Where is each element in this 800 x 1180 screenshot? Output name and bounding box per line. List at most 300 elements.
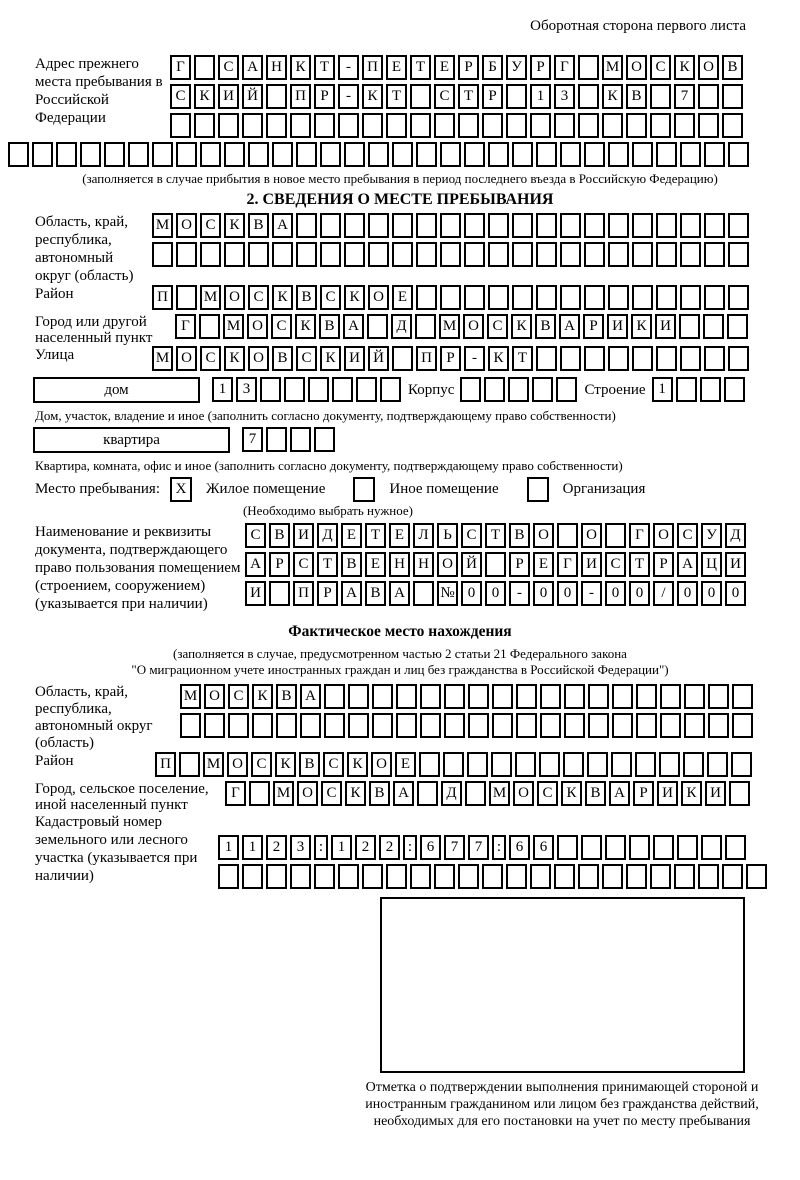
char-cell <box>416 242 437 267</box>
char-cell: Е <box>341 523 362 548</box>
char-cell <box>632 346 653 371</box>
char-cell: А <box>341 581 362 606</box>
char-cell: И <box>657 781 678 806</box>
char-cell: О <box>653 523 674 548</box>
char-cell <box>680 346 701 371</box>
char-cell <box>296 242 317 267</box>
char-cell <box>728 346 749 371</box>
char-cell: К <box>272 285 293 310</box>
char-cell <box>532 377 553 402</box>
char-cell: Р <box>314 84 335 109</box>
char-cell: 0 <box>701 581 722 606</box>
char-cell: В <box>365 581 386 606</box>
char-cell <box>194 55 215 80</box>
char-cell <box>443 752 464 777</box>
korpus-label: Корпус <box>408 382 455 398</box>
char-cell <box>440 142 461 167</box>
char-cell: 7 <box>444 835 465 860</box>
city-label: Город или другой населенный пункт <box>35 314 153 346</box>
char-cell: Д <box>441 781 462 806</box>
char-cell <box>659 752 680 777</box>
char-cell <box>348 713 369 738</box>
char-row-fact-city <box>225 781 753 806</box>
house-note: Дом, участок, владение и иное (заполнить согласно документу, подтверждающему право собственности) <box>35 408 616 423</box>
street-label: Улица <box>35 347 75 363</box>
char-cell <box>698 113 719 138</box>
house-box-label: дом <box>33 377 200 403</box>
char-cell <box>506 113 527 138</box>
char-cell: О <box>176 213 197 238</box>
char-cell <box>608 142 629 167</box>
char-cell <box>656 213 677 238</box>
char-cell <box>608 346 629 371</box>
char-row-region-2 <box>152 242 752 267</box>
char-cell: Р <box>458 55 479 80</box>
place-type-label: Место пребывания: <box>35 481 160 497</box>
char-cell: К <box>362 84 383 109</box>
char-cell <box>512 213 533 238</box>
char-cell: В <box>626 84 647 109</box>
char-cell <box>728 142 749 167</box>
char-cell: 3 <box>554 84 575 109</box>
char-cell <box>272 142 293 167</box>
char-cell: М <box>203 752 224 777</box>
char-cell <box>266 84 287 109</box>
char-cell: О <box>248 346 269 371</box>
char-cell <box>348 684 369 709</box>
char-cell <box>728 213 749 238</box>
char-row-document-1 <box>245 523 749 548</box>
char-cell <box>367 314 388 339</box>
char-cell <box>707 752 728 777</box>
char-cell <box>204 713 225 738</box>
char-cell <box>605 835 626 860</box>
document-block <box>8 523 792 613</box>
char-cell: М <box>152 213 173 238</box>
apartment-row <box>8 427 792 456</box>
char-cell: С <box>200 346 221 371</box>
char-cell: С <box>218 55 239 80</box>
corner-note: Оборотная сторона первого листа <box>530 18 746 34</box>
char-cell <box>515 752 536 777</box>
char-cell: 6 <box>509 835 530 860</box>
char-cell <box>194 113 215 138</box>
char-cell <box>698 84 719 109</box>
char-cell <box>656 285 677 310</box>
char-cell <box>674 113 695 138</box>
char-cell <box>632 213 653 238</box>
char-cell: К <box>674 55 695 80</box>
char-cell: С <box>321 781 342 806</box>
char-cell <box>684 684 705 709</box>
char-cell: С <box>251 752 272 777</box>
char-cell: Т <box>365 523 386 548</box>
char-cell <box>362 113 383 138</box>
char-row-prev-address-1 <box>170 55 746 80</box>
prev-address-label: Адрес прежнего места пребывания в Российской Федерации <box>35 56 163 126</box>
char-cell <box>650 864 671 889</box>
char-cell <box>468 684 489 709</box>
char-cell: П <box>155 752 176 777</box>
char-cell: Г <box>225 781 246 806</box>
place-type-row <box>8 477 792 502</box>
char-cell: 7 <box>242 427 263 452</box>
char-row-document-3 <box>245 581 749 606</box>
char-cell <box>632 242 653 267</box>
char-cell <box>560 142 581 167</box>
char-cell <box>332 377 353 402</box>
char-cell: Г <box>175 314 196 339</box>
char-cell <box>320 142 341 167</box>
char-cell: В <box>585 781 606 806</box>
char-cell <box>584 242 605 267</box>
char-cell: О <box>224 285 245 310</box>
char-cell: А <box>389 581 410 606</box>
char-cell <box>626 113 647 138</box>
char-cell: Е <box>533 552 554 577</box>
char-cell: Д <box>391 314 412 339</box>
char-cell <box>488 285 509 310</box>
char-cell: 1 <box>242 835 263 860</box>
char-cell <box>372 713 393 738</box>
char-cell: Р <box>269 552 290 577</box>
char-cell: О <box>463 314 484 339</box>
char-cell <box>485 552 506 577</box>
char-cell: К <box>252 684 273 709</box>
char-cell <box>660 713 681 738</box>
char-cell: 0 <box>677 581 698 606</box>
char-cell <box>724 377 745 402</box>
char-cell <box>656 142 677 167</box>
char-cell: Р <box>317 581 338 606</box>
char-cell: С <box>228 684 249 709</box>
char-cell: М <box>223 314 244 339</box>
char-cell <box>296 142 317 167</box>
char-cell: О <box>247 314 268 339</box>
char-row-korpus <box>460 377 580 402</box>
char-cell <box>392 242 413 267</box>
char-cell: С <box>323 752 344 777</box>
char-cell: 0 <box>557 581 578 606</box>
char-cell <box>386 864 407 889</box>
stamp-note: Отметка о подтверждении выполнения принимающей стороной и иностранным гражданином или лицом без гражданства действий, необходимых для его постановки на учет по месту пребывания <box>365 1080 759 1129</box>
char-cell: 0 <box>533 581 554 606</box>
char-cell <box>540 684 561 709</box>
char-cell: А <box>393 781 414 806</box>
char-cell: Р <box>633 781 654 806</box>
char-cell <box>444 684 465 709</box>
char-cell <box>179 752 200 777</box>
char-row-street <box>152 346 752 371</box>
char-cell <box>632 285 653 310</box>
char-cell: / <box>653 581 674 606</box>
char-cell <box>492 684 513 709</box>
char-cell: К <box>344 285 365 310</box>
char-cell <box>556 377 577 402</box>
char-cell <box>680 285 701 310</box>
house-row <box>8 377 792 406</box>
char-cell: А <box>300 684 321 709</box>
char-cell <box>458 113 479 138</box>
char-cell <box>413 581 434 606</box>
char-cell <box>588 684 609 709</box>
char-cell <box>417 781 438 806</box>
char-cell <box>368 142 389 167</box>
char-cell: 2 <box>355 835 376 860</box>
char-cell: Р <box>530 55 551 80</box>
char-cell <box>728 242 749 267</box>
char-cell <box>416 213 437 238</box>
char-cell <box>200 142 221 167</box>
char-cell <box>653 835 674 860</box>
char-cell <box>444 713 465 738</box>
char-cell <box>612 713 633 738</box>
char-cell <box>516 684 537 709</box>
fact-district-label: Район <box>35 753 74 769</box>
char-cell: М <box>439 314 460 339</box>
char-cell <box>704 285 725 310</box>
section2-title: 2. СВЕДЕНИЯ О МЕСТЕ ПРЕБЫВАНИЯ <box>246 191 554 208</box>
char-cell: К <box>511 314 532 339</box>
char-cell: Б <box>482 55 503 80</box>
char-cell: Т <box>485 523 506 548</box>
char-cell: 1 <box>331 835 352 860</box>
char-cell: : <box>492 835 506 860</box>
char-cell <box>419 752 440 777</box>
char-cell: 1 <box>530 84 551 109</box>
residential-option-label: Жилое помещение <box>206 481 326 497</box>
char-cell <box>674 864 695 889</box>
char-cell <box>536 242 557 267</box>
char-cell <box>420 684 441 709</box>
district-row <box>8 285 792 314</box>
char-row-city <box>175 314 751 339</box>
actual-location-title: Фактическое место нахождения <box>288 623 512 640</box>
char-cell <box>392 142 413 167</box>
char-cell: О <box>437 552 458 577</box>
char-cell: В <box>299 752 320 777</box>
char-cell: - <box>509 581 530 606</box>
char-cell <box>679 314 700 339</box>
char-cell: Й <box>242 84 263 109</box>
char-cell: Р <box>583 314 604 339</box>
char-cell: К <box>345 781 366 806</box>
char-cell <box>488 242 509 267</box>
char-cell <box>56 142 77 167</box>
char-row-fact-region-2 <box>180 713 756 738</box>
char-cell <box>564 684 585 709</box>
char-cell <box>372 684 393 709</box>
char-cell: 0 <box>485 581 506 606</box>
char-cell <box>540 713 561 738</box>
char-row-house <box>212 377 404 402</box>
stamp-box <box>380 897 745 1073</box>
char-cell: 7 <box>674 84 695 109</box>
char-cell: В <box>509 523 530 548</box>
char-row-cadastral-1 <box>218 835 770 860</box>
char-cell <box>605 523 626 548</box>
char-cell: Н <box>413 552 434 577</box>
char-cell: П <box>362 55 383 80</box>
char-row-stroenie <box>652 377 748 402</box>
fact-region-rows <box>180 684 756 742</box>
char-cell <box>300 713 321 738</box>
stamp-area <box>332 897 792 1130</box>
char-cell: Т <box>458 84 479 109</box>
char-cell <box>260 377 281 402</box>
char-cell <box>290 427 311 452</box>
char-cell <box>632 142 653 167</box>
char-cell <box>344 213 365 238</box>
char-cell <box>650 113 671 138</box>
char-cell <box>708 684 729 709</box>
char-cell <box>416 285 437 310</box>
char-cell <box>554 113 575 138</box>
char-cell: К <box>224 346 245 371</box>
char-cell: С <box>434 84 455 109</box>
char-cell: К <box>194 84 215 109</box>
char-cell: Т <box>512 346 533 371</box>
char-cell <box>324 684 345 709</box>
char-cell: Н <box>389 552 410 577</box>
char-cell: А <box>343 314 364 339</box>
char-cell: О <box>513 781 534 806</box>
char-cell <box>578 55 599 80</box>
checkbox-residential: X <box>170 477 192 502</box>
char-cell <box>512 242 533 267</box>
document-label: Наименование и реквизиты документа, подтверждающего право пользования помещением (строением, сооружением) (указывается при наличии) <box>35 524 241 612</box>
char-cell: У <box>506 55 527 80</box>
char-cell: В <box>248 213 269 238</box>
char-cell <box>396 684 417 709</box>
char-cell <box>290 113 311 138</box>
char-cell: О <box>698 55 719 80</box>
char-cell <box>320 213 341 238</box>
char-cell <box>683 752 704 777</box>
char-cell: Е <box>386 55 407 80</box>
choose-note: (Необходимо выбрать нужное) <box>242 503 414 518</box>
district-label: Район <box>35 286 74 302</box>
document-rows <box>245 523 749 610</box>
char-cell: Т <box>317 552 338 577</box>
char-cell <box>248 242 269 267</box>
char-cell <box>506 84 527 109</box>
char-cell: Е <box>434 55 455 80</box>
char-cell <box>588 713 609 738</box>
char-cell <box>512 142 533 167</box>
char-cell <box>684 713 705 738</box>
char-cell: К <box>295 314 316 339</box>
char-cell <box>554 864 575 889</box>
char-cell <box>731 752 752 777</box>
char-cell <box>464 142 485 167</box>
char-cell <box>464 242 485 267</box>
char-cell: - <box>581 581 602 606</box>
char-cell <box>608 242 629 267</box>
char-cell <box>722 84 743 109</box>
char-cell <box>296 213 317 238</box>
organization-option-label: Организация <box>562 481 646 497</box>
cadastral-rows <box>218 835 770 893</box>
char-cell <box>584 142 605 167</box>
char-cell <box>704 213 725 238</box>
char-cell: 2 <box>266 835 287 860</box>
char-cell <box>491 752 512 777</box>
char-cell <box>488 213 509 238</box>
char-cell: О <box>176 346 197 371</box>
stroenie-label: Строение <box>584 382 646 398</box>
char-cell: Е <box>365 552 386 577</box>
char-cell <box>727 314 748 339</box>
char-cell: - <box>464 346 485 371</box>
char-cell: 3 <box>236 377 257 402</box>
char-cell: О <box>371 752 392 777</box>
char-cell <box>392 213 413 238</box>
char-cell <box>440 242 461 267</box>
char-row-fact-region-1 <box>180 684 756 709</box>
char-cell <box>516 713 537 738</box>
char-cell: Т <box>629 552 650 577</box>
char-cell <box>324 713 345 738</box>
char-cell: Т <box>314 55 335 80</box>
char-cell <box>460 377 481 402</box>
char-cell: О <box>297 781 318 806</box>
char-cell <box>228 713 249 738</box>
char-cell: И <box>655 314 676 339</box>
char-cell: С <box>537 781 558 806</box>
char-row-prev-address-3 <box>170 113 746 138</box>
char-cell: А <box>609 781 630 806</box>
char-cell: А <box>559 314 580 339</box>
char-cell <box>536 346 557 371</box>
char-cell: К <box>275 752 296 777</box>
char-cell: О <box>581 523 602 548</box>
char-cell <box>266 864 287 889</box>
street-row <box>8 346 792 375</box>
char-cell: С <box>296 346 317 371</box>
other-premises-option-label: Иное помещение <box>389 481 499 497</box>
char-cell: В <box>319 314 340 339</box>
char-cell: И <box>607 314 628 339</box>
char-cell: А <box>677 552 698 577</box>
char-cell <box>506 864 527 889</box>
prev-address-block <box>8 55 792 142</box>
char-cell <box>656 242 677 267</box>
char-cell: - <box>338 84 359 109</box>
char-cell <box>608 285 629 310</box>
char-cell <box>266 113 287 138</box>
char-cell <box>440 285 461 310</box>
char-cell <box>698 864 719 889</box>
char-cell: И <box>344 346 365 371</box>
char-cell: 2 <box>379 835 400 860</box>
char-cell: 0 <box>461 581 482 606</box>
char-cell <box>611 752 632 777</box>
char-cell: Й <box>368 346 389 371</box>
char-cell: В <box>269 523 290 548</box>
char-cell <box>434 113 455 138</box>
char-cell <box>338 113 359 138</box>
char-cell <box>728 285 749 310</box>
char-cell <box>722 113 743 138</box>
char-cell <box>530 864 551 889</box>
char-cell <box>242 113 263 138</box>
char-cell <box>635 752 656 777</box>
char-cell: Г <box>170 55 191 80</box>
char-cell <box>128 142 149 167</box>
char-cell: О <box>227 752 248 777</box>
char-cell <box>80 142 101 167</box>
